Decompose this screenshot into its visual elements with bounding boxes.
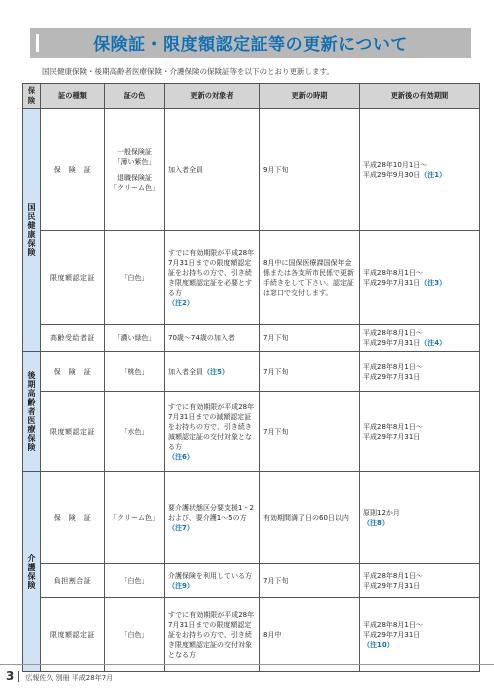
target-cell	[165, 472, 260, 564]
note-ref: （注10）	[363, 640, 394, 649]
validity-start: 平成28年8月1日～	[363, 268, 423, 277]
table-row	[23, 564, 480, 598]
validity-start: 平成28年8月1日～	[363, 362, 423, 371]
color-line: 「薄い紫色」	[113, 157, 156, 166]
validity-end: 平成29年7月31日	[363, 581, 421, 590]
validity-start: 平成28年10月1日～	[363, 160, 428, 169]
note-ref: （注5）	[203, 367, 229, 376]
header-card-type: 証の種類	[41, 84, 105, 109]
target-text: 加入者全員	[168, 367, 203, 376]
timing-cell: 有効期間満了日の60日以内	[260, 472, 360, 564]
validity-cell	[360, 472, 480, 564]
header-target: 更新の対象者	[165, 84, 260, 109]
validity-cell	[360, 598, 480, 672]
target-text: すでに有効期限が平成28年7月31日までの減額認定証をお持ちの方で、引き続き減額認定証の交付対象となる方	[168, 402, 255, 451]
category-kokumin: 国民健康保険	[23, 109, 41, 352]
table-header-row	[23, 84, 480, 109]
target-cell: 加入者全員	[165, 109, 260, 231]
validity-cell	[360, 231, 480, 325]
note-ref: （注6）	[168, 452, 194, 461]
card-type: 限度額認定証	[41, 598, 105, 672]
validity-cell	[360, 392, 480, 472]
card-type: 保 険 証	[41, 109, 105, 231]
validity-start: 平成28年8月1日～	[363, 571, 423, 580]
category-kaigo: 介護保険	[23, 472, 41, 672]
timing-cell: 8月中に国保医療課国保年金係または各支所市民係で更新手続きをして下さい。認定証は窓口で交付します。	[260, 231, 360, 325]
timing-cell: 7月下旬	[260, 325, 360, 352]
card-color: 「濃い緑色」	[105, 325, 165, 352]
note-ref: （注9）	[168, 581, 194, 590]
header-insurance: 保険	[23, 84, 41, 109]
target-cell: 70歳～74歳の加入者	[165, 325, 260, 352]
target-text: 介護保険を利用している方	[168, 571, 252, 580]
timing-cell: 7月下旬	[260, 564, 360, 598]
table-row	[23, 231, 480, 325]
card-color: 「白色」	[105, 598, 165, 672]
note-ref: （注2）	[168, 298, 194, 307]
validity-cell	[360, 109, 480, 231]
card-type: 高齢受給者証	[41, 325, 105, 352]
validity-end: 平成29年7月31日	[363, 372, 421, 381]
page-number: 3	[6, 669, 15, 683]
card-type: 限度額認定証	[41, 231, 105, 325]
footer-separator	[18, 671, 19, 682]
card-color: 「クリーム色」	[105, 472, 165, 564]
validity-cell	[360, 325, 480, 352]
validity-start: 平成28年8月1日～	[363, 422, 423, 431]
header-validity: 更新後の有効期間	[360, 84, 480, 109]
title-banner	[30, 28, 471, 58]
color-line: 一般保険証	[117, 147, 152, 156]
card-type: 限度額認定証	[41, 392, 105, 472]
validity-cell	[360, 352, 480, 392]
table-row	[23, 352, 480, 392]
table-row	[23, 598, 480, 672]
validity-cell	[360, 564, 480, 598]
table-row	[23, 109, 480, 231]
card-color: 「白色」	[105, 564, 165, 598]
table-row	[23, 472, 480, 564]
footer-divider	[0, 664, 494, 665]
target-cell	[165, 352, 260, 392]
validity-start: 平成28年8月1日～	[363, 620, 423, 629]
color-line: 「クリーム色」	[110, 183, 159, 192]
card-color: 「白色」	[105, 231, 165, 325]
validity-end: 平成29年9月30日	[363, 170, 421, 179]
table-row	[23, 392, 480, 472]
target-text: すでに有効期限が平成28年7月31日までの限度額認定証をお持ちの方で、引き続き限度額認定証を必要とする方	[168, 248, 255, 297]
validity-start: 平成28年8月1日～	[363, 329, 423, 337]
target-cell	[165, 392, 260, 472]
timing-cell: 7月下旬	[260, 392, 360, 472]
card-type: 保 険 証	[41, 472, 105, 564]
header-card-color: 証の色	[105, 84, 165, 109]
validity-text: 原則12か月	[363, 508, 400, 517]
note-ref: （注7）	[168, 523, 194, 532]
card-color: 「桃色」	[105, 352, 165, 392]
validity-end: 平成29年7月31日	[363, 278, 421, 287]
timing-cell: 8月中	[260, 598, 360, 672]
target-cell	[165, 564, 260, 598]
card-type: 負担割合証	[41, 564, 105, 598]
page-footer	[6, 669, 113, 683]
target-cell: すでに有効期限が平成28年7月31日までの限度額認定証をお持ちの方で、引き続き限度額認定証の交付対象となる方	[165, 598, 260, 672]
category-kouki: 後期高齢者医療保険	[23, 352, 41, 472]
header-timing: 更新の時期	[260, 84, 360, 109]
note-ref: （注8）	[363, 518, 389, 527]
card-color: 「水色」	[105, 392, 165, 472]
card-color	[105, 109, 165, 231]
timing-cell: 7月下旬	[260, 352, 360, 392]
validity-end: 平成29年7月31日	[363, 339, 421, 347]
note-ref: （注1）	[420, 170, 447, 179]
color-line: 退職保険証	[117, 173, 152, 182]
renewal-table	[22, 83, 480, 672]
intro-text: 国民健康保険・後期高齢者医療保険・介護保険の保険証等を以下のとおり更新します。	[42, 67, 334, 76]
note-ref: （注4）	[420, 339, 447, 347]
card-type: 保 険 証	[41, 352, 105, 392]
validity-end: 平成29年7月31日	[363, 630, 421, 639]
validity-end: 平成29年7月31日	[363, 432, 421, 441]
note-ref: （注3）	[420, 278, 447, 287]
publication-name: 広報佐久 別冊 平成28年7月	[25, 674, 114, 682]
page-title: 保険証・限度額認定証等の更新について	[93, 35, 408, 55]
target-cell	[165, 231, 260, 325]
timing-cell: 9月下旬	[260, 109, 360, 231]
target-text: 要介護状態区分要支援1・2および、要介護1～5の方	[168, 503, 254, 522]
table-row	[23, 325, 480, 352]
